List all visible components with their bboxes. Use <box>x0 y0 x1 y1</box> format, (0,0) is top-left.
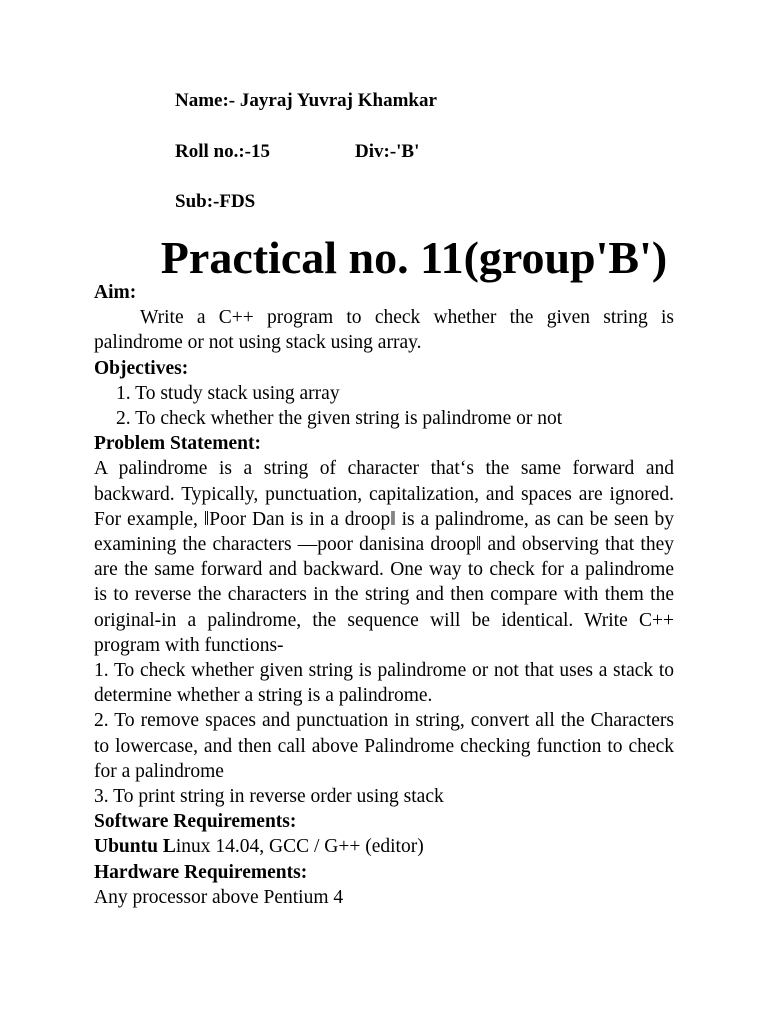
software-os-bold: Ubuntu L <box>94 836 176 858</box>
objectives-heading: Objectives: <box>94 357 189 379</box>
aim-text: Write a C++ program to check whether the given string is palindrome or not using stack using array. <box>94 307 674 354</box>
objective-item: 2. To check whether the given string is palindrome or not <box>116 408 563 430</box>
division: Div:-'B' <box>355 141 420 162</box>
software-text <box>94 834 674 859</box>
problem-paragraph: A palindrome is a string of character that‘s the same forward and backward. Typically, punctuation, capitalization, and spaces are ignored. For example, ‖Poor Dan is in a droop‖ is a palindrome, as can be seen by examining the characters ―poor danisina droop‖ and observing that they are the same forward and backward. One way to check for a palindrome is to reverse the characters in the string and then compare with them the original-in a palindrome, the sequence will be identical. Write C++ program with functions- <box>94 458 674 656</box>
document-body <box>94 280 674 910</box>
objective-item: 1. To study stack using array <box>116 382 340 404</box>
student-name: Name:- Jayraj Yuvraj Khamkar <box>175 90 437 111</box>
page-title: Practical no. 11(group'B') <box>160 232 668 283</box>
problem-item: 3. To print string in reverse order using stack <box>94 786 444 808</box>
problem-item: 2. To remove spaces and punctuation in string, convert all the Characters to lowercase, and then call above Palindrome checking function to check for a palindrome <box>94 710 674 782</box>
aim-heading: Aim: <box>94 282 137 303</box>
problem-heading: Problem Statement: <box>94 433 261 455</box>
software-os-rest: inux 14.04, GCC / G++ (editor) <box>175 836 424 858</box>
software-heading: Software Requirements: <box>94 811 297 833</box>
roll-number: Roll no.:-15 <box>175 141 270 162</box>
subject: Sub:-FDS <box>175 191 256 212</box>
hardware-text: Any processor above Pentium 4 <box>94 886 344 908</box>
problem-item: 1. To check whether given string is palindrome or not that uses a stack to determine whether a string is a palindrome. <box>94 660 674 707</box>
hardware-heading: Hardware Requirements: <box>94 861 308 883</box>
